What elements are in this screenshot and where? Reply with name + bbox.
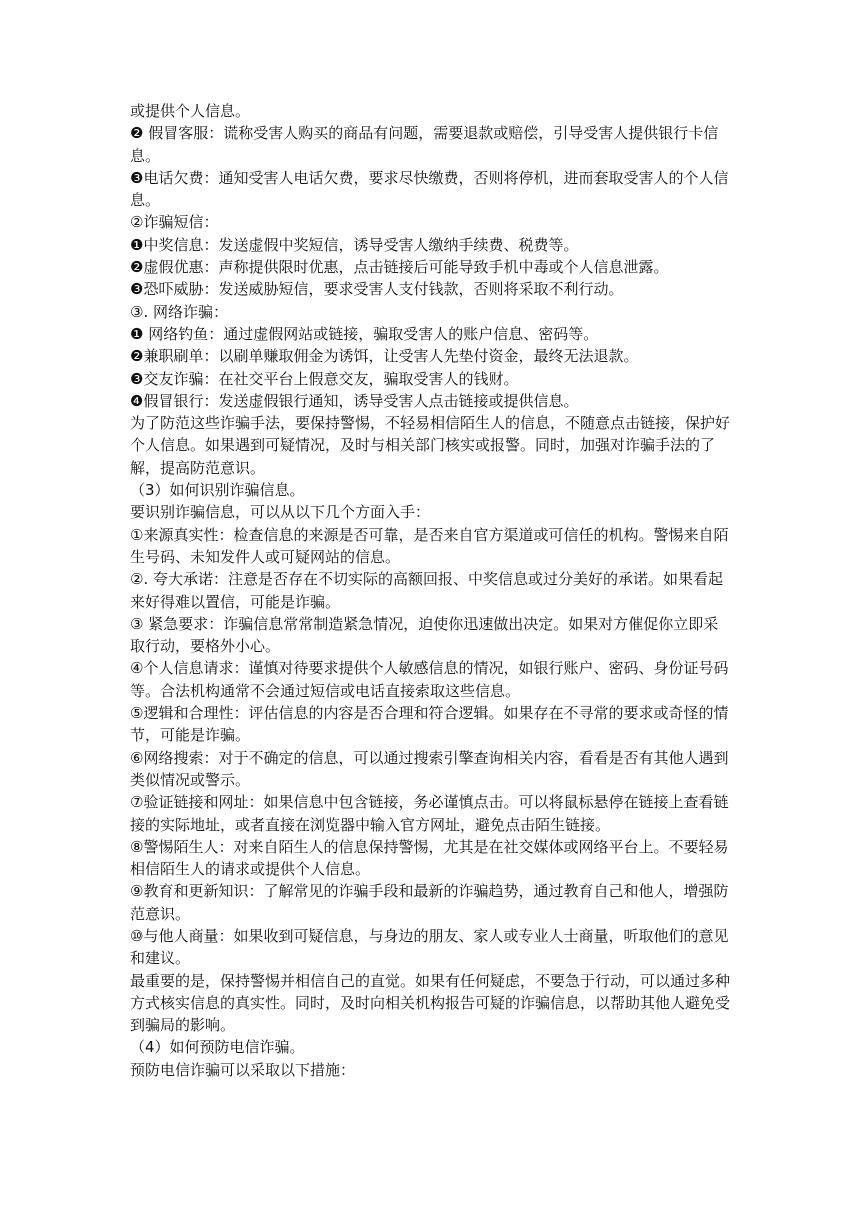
paragraph: ❷虚假优惠：声称提供限时优惠，点击链接后可能导致手机中毒或个人信息泄露。 — [130, 258, 669, 277]
paragraph: 最重要的是，保持警惕并相信自己的直觉。如果有任何疑虑，不要急于行动，可以通过多种方式核实信息的真实性。同时，及时向相关机构报告可疑的诈骗信息，以帮助其他人避免受到骗局的影响。 — [130, 971, 731, 1035]
paragraph: ②诈骗短信： — [130, 213, 219, 232]
paragraph: ❷兼职刷单：以刷单赚取佣金为诱饵，让受害人先垫付资金，最终无法退款。 — [130, 347, 639, 366]
paragraph: ⑤逻辑和合理性：评估信息的内容是否合理和符合逻辑。如果存在不寻常的要求或奇怪的情节，可能是诈骗。 — [130, 704, 729, 745]
paragraph: 或提供个人信息。 — [130, 102, 251, 120]
paragraph: 为了防范这些诈骗手法，要保持警惕，不轻易相信陌生人的信息，不随意点击链接，保护好个人信息。如果遇到可疑情况，及时与相关部门核实或报警。同时，加强对诈骗手法的了解，提高防范意识。 — [130, 414, 731, 477]
paragraph: ③ 紧急要求：诈骗信息常常制造紧急情况，迫使你迅速做出决定。如果对方催促你立即采取行动，要格外小心。 — [130, 614, 719, 656]
paragraph: ❶ 网络钓鱼：通过虚假网站或链接，骗取受害人的账户信息、密码等。 — [130, 324, 599, 343]
section-heading: （3）如何识别诈骗信息。 — [130, 481, 305, 500]
paragraph: ❹假冒银行：发送虚假银行通知，诱导受害人点击链接或提供信息。 — [130, 391, 579, 410]
paragraph: ❸恐吓威胁：发送威胁短信，要求受害人支付钱款，否则将采取不利行动。 — [130, 280, 624, 299]
section-heading: （4）如何预防电信诈骗。 — [130, 1038, 305, 1057]
paragraph: 预防电信诈骗可以采取以下措施： — [130, 1060, 356, 1079]
paragraph: ④个人信息请求：谨慎对待要求提供个人敏感信息的情况，如银行账户、密码、身份证号码等。合法机构通常不会通过短信或电话直接索取这些信息。 — [130, 659, 729, 700]
paragraph: ❷ 假冒客服：谎称受害人购买的商品有问题，需要退款或赔偿，引导受害人提供银行卡信息。 — [130, 124, 719, 165]
paragraph: ⑩与他人商量：如果收到可疑信息，与身边的朋友、家人或专业人士商量，听取他们的意见和建议。 — [130, 926, 729, 968]
paragraph: ①来源真实性：检查信息的来源是否可靠，是否来自官方渠道或可信任的机构。警惕来自陌生号码、未知发件人或可疑网站的信息。 — [130, 525, 729, 566]
paragraph: ③. 网络诈骗： — [130, 302, 228, 321]
document-page — [130, 100, 730, 1081]
paragraph: ❸交友诈骗：在社交平台上假意交友，骗取受害人的钱财。 — [130, 369, 519, 388]
paragraph: ❸电话欠费：通知受害人电话欠费，要求尽快缴费，否则将停机，进而套取受害人的个人信息。 — [130, 168, 729, 210]
paragraph: ❶中奖信息：发送虚假中奖短信，诱导受害人缴纳手续费、税费等。 — [130, 235, 579, 254]
paragraph: 要识别诈骗信息，可以从以下几个方面入手： — [130, 503, 431, 522]
paragraph: ⑨教育和更新知识：了解常见的诈骗手段和最新的诈骗趋势，通过教育自己和他人，增强防范意识。 — [130, 882, 729, 923]
paragraph: ②. 夸大承诺：注意是否存在不切实际的高额回报、中奖信息或过分美好的承诺。如果看起来好得难以置信，可能是诈骗。 — [130, 570, 723, 611]
paragraph: ⑧警惕陌生人：对来自陌生人的信息保持警惕，尤其是在社交媒体或网络平台上。不要轻易相信陌生人的请求或提供个人信息。 — [130, 837, 729, 879]
paragraph: ⑥网络搜索：对于不确定的信息，可以通过搜索引擎查询相关内容，看看是否有其他人遇到类似情况或警示。 — [130, 748, 729, 789]
paragraph: ⑦验证链接和网址：如果信息中包含链接，务必谨慎点击。可以将鼠标悬停在链接上查看链接的实际地址，或者直接在浏览器中输入官方网址，避免点击陌生链接。 — [130, 793, 729, 834]
